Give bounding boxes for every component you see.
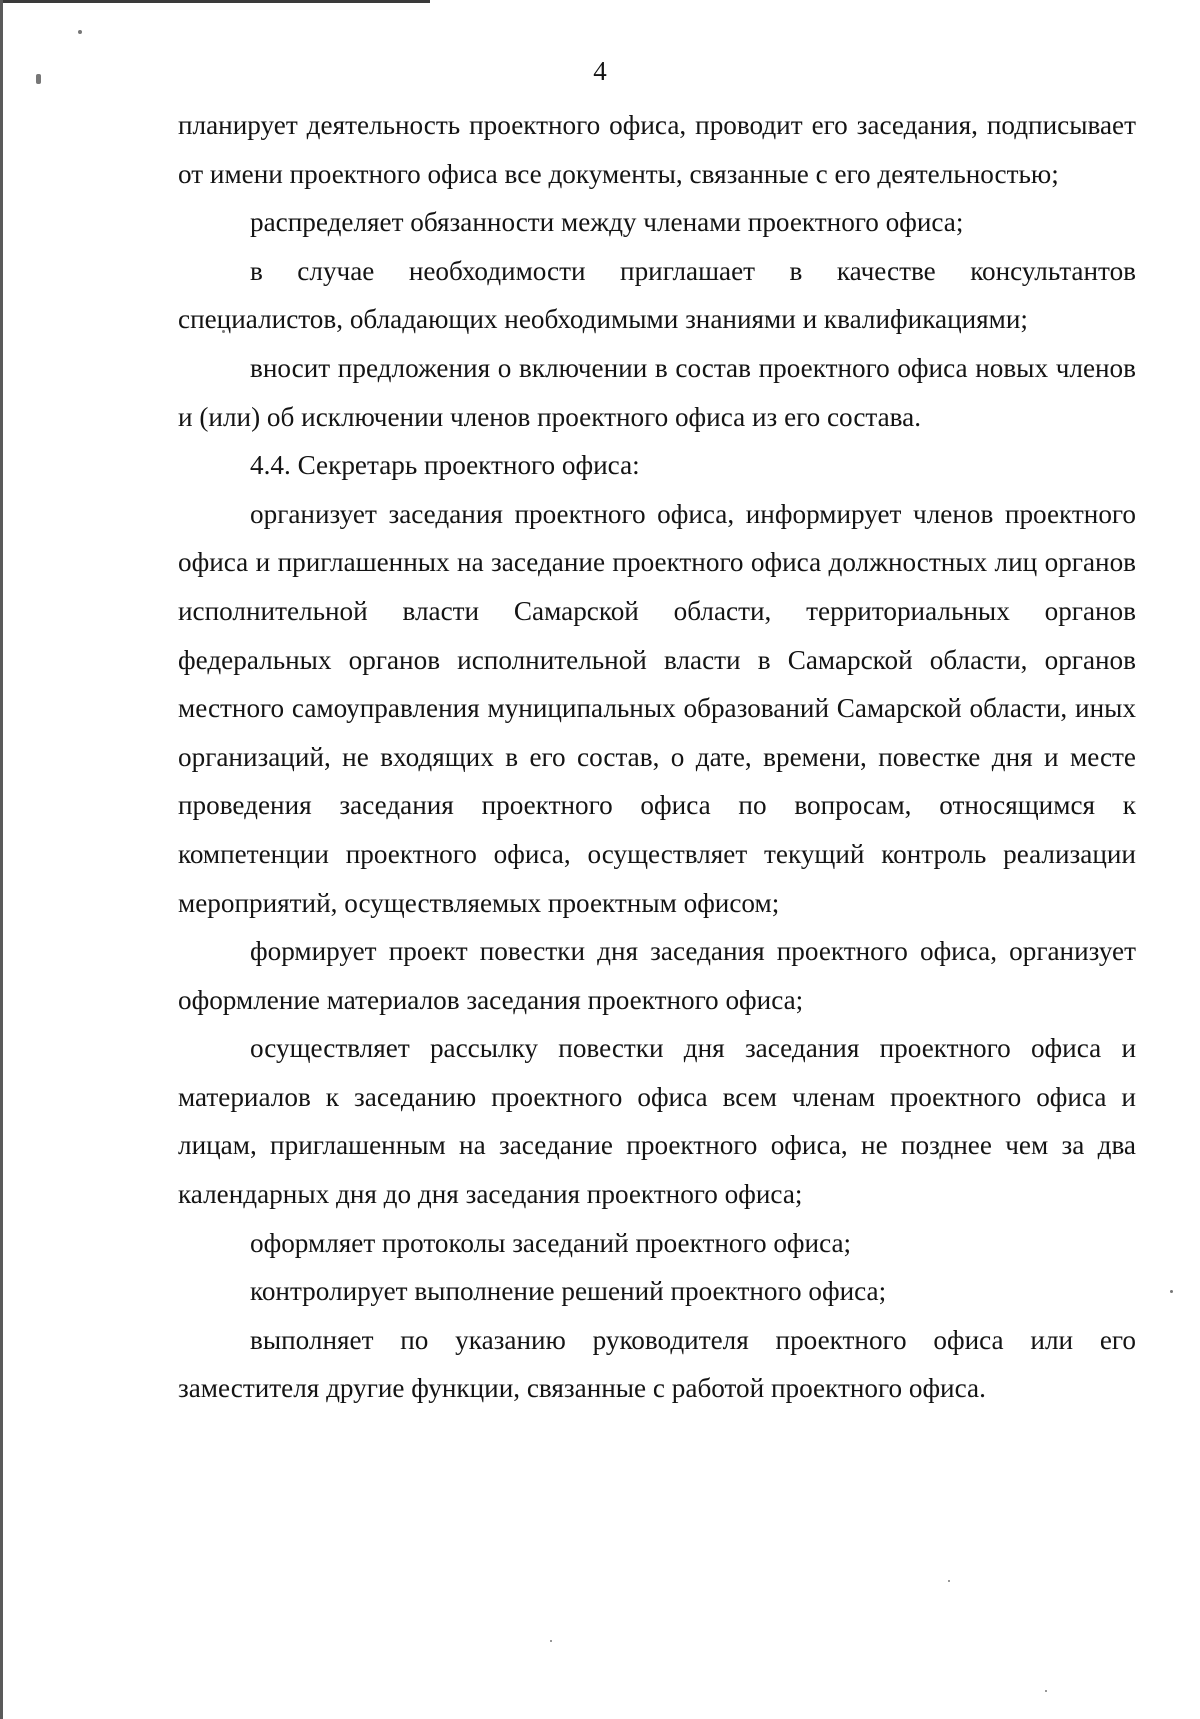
scan-edge-top xyxy=(0,0,430,3)
section-heading: 4.4. Секретарь проектного офиса: xyxy=(250,450,640,481)
scan-speck xyxy=(550,1640,552,1642)
paragraph: выполняет по указанию руководителя проектного офиса или его заместителя другие функции, связанные с работой проектного офиса. xyxy=(178,1324,1136,1404)
paragraph: оформляет протоколы заседаний проектного офиса; xyxy=(250,1227,852,1258)
scan-speck xyxy=(948,1580,950,1582)
paragraph: вносит предложения о включении в состав проектного офиса новых членов и (или) об исключении членов проектного офиса из его состава. xyxy=(178,352,1136,432)
document-body xyxy=(178,101,1136,1413)
paragraph: в случае необходимости приглашает в качестве консультантов специалистов, обладающих необходимыми знаниями и квалификациями; xyxy=(178,255,1136,335)
paragraph: осуществляет рассылку повестки дня заседания проектного офиса и материалов к заседанию проектного офиса всем членам проектного офиса и лицам, приглашенным на заседание проектного офиса, не позднее чем за два календарных дня до дня заседания проектного офиса; xyxy=(178,1033,1136,1210)
page-number: 4 xyxy=(593,56,607,86)
paragraph: контролирует выполнение решений проектного офиса; xyxy=(250,1276,887,1307)
paragraph: распределяет обязанности между членами проектного офиса; xyxy=(250,207,964,238)
scan-speck xyxy=(1045,1690,1047,1692)
paragraph: формирует проект повестки дня заседания проектного офиса, организует оформление материалов заседания проектного офиса; xyxy=(178,936,1136,1015)
scan-speck xyxy=(1170,1290,1173,1293)
scan-speck xyxy=(78,30,82,34)
scan-edge-left xyxy=(0,0,3,1719)
paragraph: планирует деятельность проектного офиса, проводит его заседания, подписывает от имени проектного офиса все документы, связанные с его деятельностью; xyxy=(178,110,1136,189)
paragraph: организует заседания проектного офиса, информирует членов проектного офиса и приглашенных на заседание проектного офиса должностных лиц органов исполнительной власти Самарской области, территориальных органов федеральных органов исполнительной власти в Самарской области, органов местного самоуправления муниципальных образований Самарской области, иных организаций, не входящих в его состав, о дате, времени, повестке дня и месте проведения заседания проектного офиса по вопросам, относящимся к компетенции проектного офиса, осуществляет текущий контроль реализации мероприятий, осуществляемых проектным офисом; xyxy=(178,498,1136,918)
